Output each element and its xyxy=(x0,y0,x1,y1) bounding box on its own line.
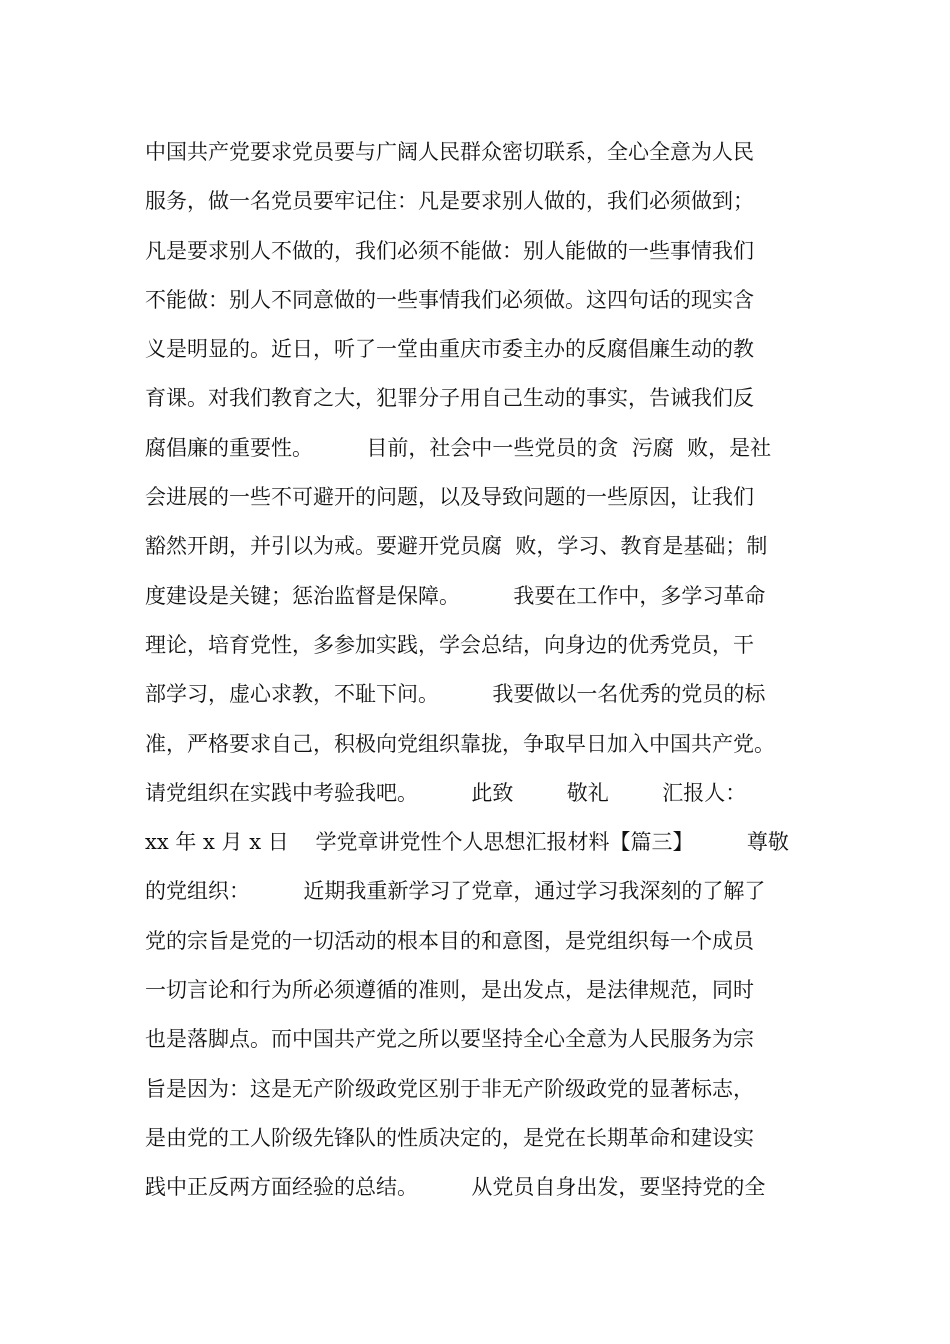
text-line: 是由党的工人阶级先锋队的性质决定的，是党在长期革命和建设实 xyxy=(145,1125,754,1150)
text-line: 不能做：别人不同意做的一些事情我们必须做。这四句话的现实含 xyxy=(145,287,754,312)
document-body xyxy=(145,128,825,1213)
text-line: 度建设是关键；惩治监督是保障。 我要在工作中，多学习革命 xyxy=(145,583,766,608)
text-line: 腐倡廉的重要性。 目前，社会中一些党员的贪 污腐 败，是社 xyxy=(145,435,772,460)
text-line: 党的宗旨是党的一切活动的根本目的和意图，是党组织每一个成员 xyxy=(145,928,754,953)
text-line: 豁然开朗，并引以为戒。要避开党员腐 败，学习、教育是基础；制 xyxy=(145,534,768,559)
text-line: 也是落脚点。而中国共产党之所以要坚持全心全意为人民服务为宗 xyxy=(145,1027,754,1052)
text-line: 义是明显的。近日，听了一堂由重庆市委主办的反腐倡廉生动的教 xyxy=(145,337,754,362)
text-line: 服务，做一名党员要牢记住：凡是要求别人做的，我们必须做到； xyxy=(145,189,754,214)
text-line: 一切言论和行为所必须遵循的准则，是出发点，是法律规范，同时 xyxy=(145,978,754,1003)
text-line: 凡是要求别人不做的，我们必须不能做：别人能做的一些事情我们 xyxy=(145,238,754,263)
text-line: xx 年 x 月 x 日 学党章讲党性个人思想汇报材料【篇三】 尊敬 xyxy=(145,830,789,855)
text-line: 部学习，虚心求教，不耻下问。 我要做以一名优秀的党员的标 xyxy=(145,682,766,707)
text-line: 会进展的一些不可避开的问题，以及导致问题的一些原因，让我们 xyxy=(145,485,754,510)
text-line: 育课。对我们教育之大，犯罪分子用自己生动的事实，告诫我们反 xyxy=(145,386,754,411)
text-line: 准，严格要求自己，积极向党组织靠拢，争取早日加入中国共产党。 xyxy=(145,731,775,756)
text-line: 旨是因为：这是无产阶级政党区别于非无产阶级政党的显著标志， xyxy=(145,1076,754,1101)
text-line: 理论，培育党性，多参加实践，学会总结，向身边的优秀党员，干 xyxy=(145,632,754,657)
text-line: 中国共产党要求党员要与广阔人民群众密切联系，全心全意为人民 xyxy=(145,140,754,164)
text-line: 的党组织： 近期我重新学习了党章，通过学习我深刻的了解了 xyxy=(145,879,766,904)
text-line: 践中正反两方面经验的总结。 从党员自身出发，要坚持党的全 xyxy=(145,1175,766,1200)
text-line: 请党组织在实践中考验我吧。 此致 敬礼 汇报人： xyxy=(145,780,747,805)
